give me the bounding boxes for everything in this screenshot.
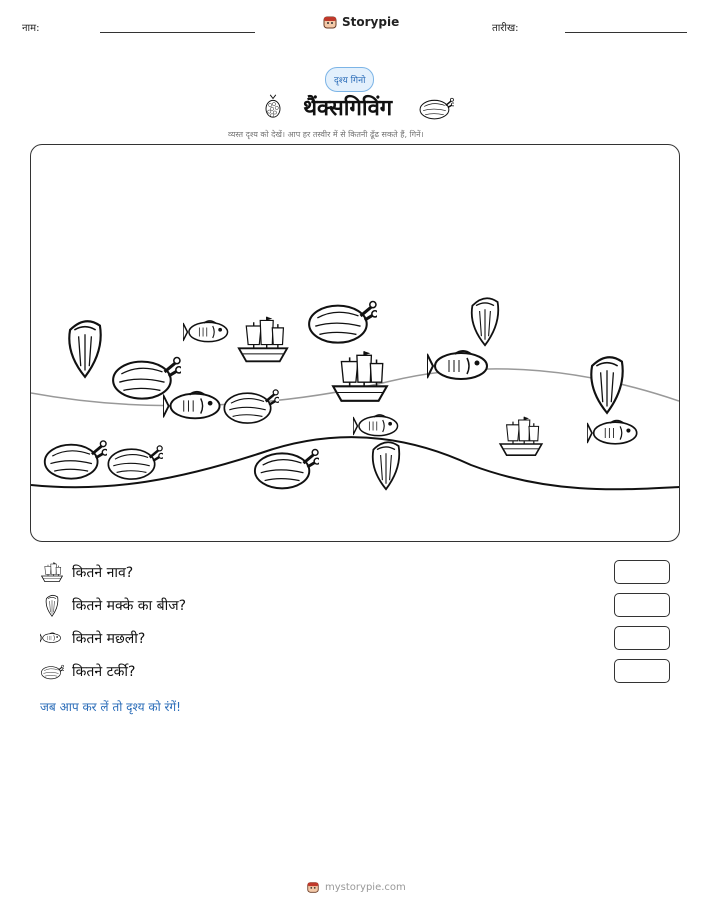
instructions: व्यस्त दृश्य को देखें। आप हर तस्वीर में से कितनी ढूँढ सकते हैं, गिनें। (228, 130, 424, 139)
date-field[interactable] (565, 32, 687, 33)
name-label: नाम: (22, 23, 40, 34)
footer-url[interactable]: mystorypie.com (325, 881, 406, 893)
answer-box-fish[interactable] (614, 626, 670, 650)
footer (306, 880, 406, 894)
question-row (40, 560, 133, 584)
brand-name: Storypie (342, 15, 400, 29)
question-text: कितने मक्के का बीज? (72, 597, 187, 614)
scene-illustration (31, 145, 679, 541)
ship-icon (40, 560, 64, 584)
activity-badge: दृश्य गिनो (325, 67, 374, 92)
date-label: तारीख: (492, 23, 519, 34)
answer-box-corn[interactable] (614, 593, 670, 617)
storypie-mascot-icon (322, 14, 338, 30)
raspberry-icon (260, 92, 286, 120)
corn-kernel-icon (40, 593, 64, 617)
question-text: कितने मछली? (72, 630, 146, 647)
question-text: कितने टर्की? (72, 663, 136, 680)
scene-panel (30, 144, 680, 542)
name-field[interactable] (100, 32, 255, 33)
fish-icon (40, 626, 64, 650)
answer-box-turkey[interactable] (614, 659, 670, 683)
turkey-icon (40, 659, 64, 683)
coloring-hint: जब आप कर लें तो दृश्य को रंगें! (40, 700, 181, 714)
storypie-mascot-icon (306, 880, 320, 894)
question-row (40, 593, 186, 617)
question-text: कितने नाव? (72, 564, 134, 581)
turkey-icon (418, 94, 454, 120)
answer-box-ships[interactable] (614, 560, 670, 584)
question-row (40, 659, 135, 683)
question-row (40, 626, 145, 650)
page-title: थैंक्सगिविंग (303, 96, 393, 121)
brand-logo (322, 14, 399, 30)
